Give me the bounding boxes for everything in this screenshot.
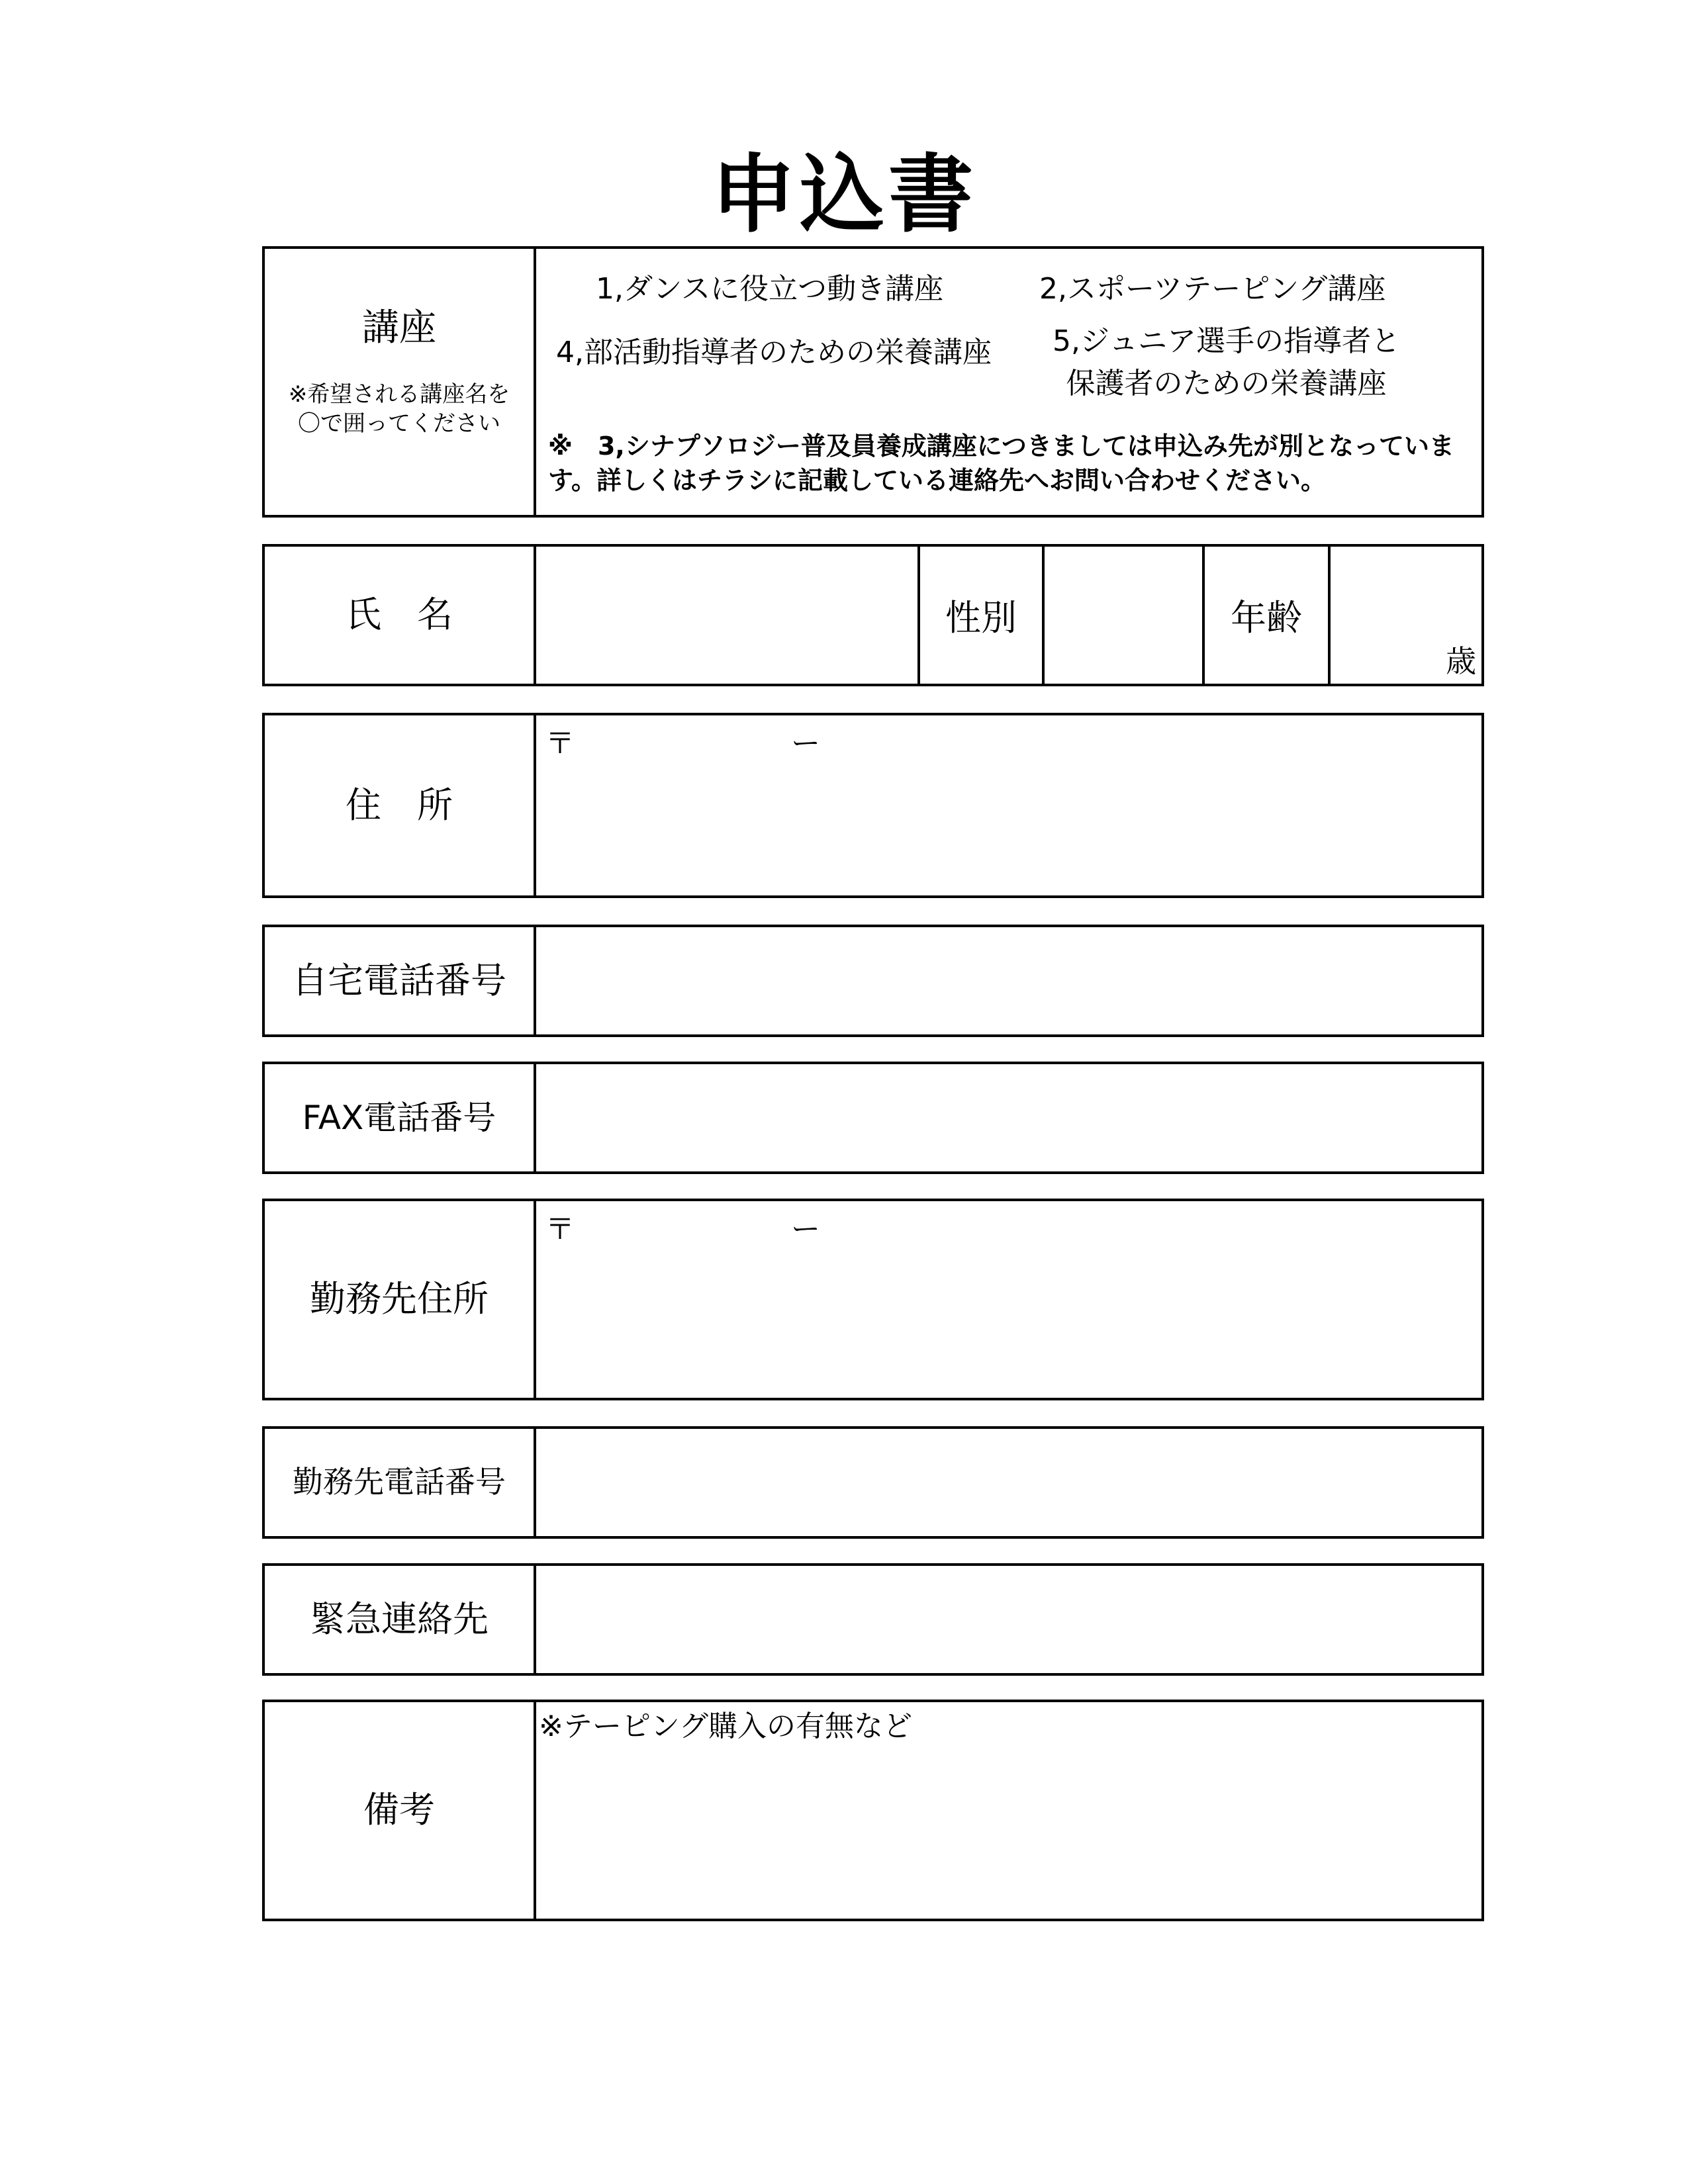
course-options-area <box>536 249 1481 515</box>
remarks-input[interactable] <box>536 1702 1481 1919</box>
age-label: 年齢 <box>1231 597 1302 639</box>
name-row <box>262 544 1484 686</box>
postal-mark: 〒 <box>545 727 575 760</box>
course-option-4[interactable]: 4,部活動指導者のための栄養講座 <box>556 336 992 369</box>
gender-label: 性別 <box>945 597 1017 639</box>
fax-input[interactable] <box>536 1064 1481 1171</box>
work-phone-input[interactable] <box>536 1429 1481 1536</box>
fax-label-cell <box>265 1064 536 1171</box>
course-section <box>262 246 1484 518</box>
fax-label: FAX電話番号 <box>302 1099 496 1137</box>
course-label-cell <box>265 249 536 515</box>
work-phone-label: 勤務先電話番号 <box>293 1464 506 1500</box>
postal-dash: ー <box>791 727 820 760</box>
emergency-row <box>262 1563 1484 1676</box>
form-title: 申込書 <box>710 146 977 244</box>
work-phone-row <box>262 1426 1484 1539</box>
course-label: 講座 <box>362 306 436 350</box>
emergency-label-cell <box>265 1566 536 1673</box>
remarks-label: 備考 <box>363 1789 435 1831</box>
home-phone-input[interactable] <box>536 927 1481 1034</box>
address-input[interactable] <box>536 715 1481 895</box>
gender-label-cell <box>920 547 1045 684</box>
course-option-2[interactable]: 2,スポーツテーピング講座 <box>1039 272 1386 306</box>
home-phone-label-cell <box>265 927 536 1034</box>
gender-input-cell[interactable] <box>1045 547 1205 684</box>
address-row <box>262 713 1484 898</box>
age-unit: 歳 <box>1446 643 1476 679</box>
course-note: ※ 3,シナプソロジー普及員養成講座につきましては申込み先が別となっています。詳しくはチラシに記載している連絡先へお問い合わせください。 <box>548 432 1455 495</box>
address-label-cell <box>265 715 536 895</box>
name-input-cell[interactable] <box>536 547 920 684</box>
work-address-label-cell <box>265 1201 536 1398</box>
course-option-1[interactable]: 1,ダンスに役立つ動き講座 <box>596 272 944 306</box>
work-postal-mark: 〒 <box>545 1212 575 1246</box>
remarks-row <box>262 1700 1484 1921</box>
remarks-hint: ※テーピング購入の有無など <box>539 1709 912 1743</box>
course-instruction: ※希望される講座名を 〇で囲ってください <box>288 381 510 437</box>
age-input-cell[interactable] <box>1331 547 1481 684</box>
work-phone-label-cell <box>265 1429 536 1536</box>
course-option-5[interactable]: 5,ジュニア選手の指導者と 保護者のための栄養講座 <box>1053 324 1401 400</box>
fax-row <box>262 1062 1484 1174</box>
home-phone-label: 自宅電話番号 <box>292 959 506 1001</box>
age-label-cell <box>1205 547 1331 684</box>
work-address-input[interactable] <box>536 1201 1481 1398</box>
name-label: 氏 名 <box>346 594 453 636</box>
address-label: 住 所 <box>346 784 453 826</box>
work-postal-dash: ー <box>791 1212 820 1246</box>
work-address-row <box>262 1199 1484 1400</box>
work-address-label: 勤務先住所 <box>310 1278 489 1320</box>
emergency-input[interactable] <box>536 1566 1481 1673</box>
emergency-label: 緊急連絡先 <box>310 1598 489 1640</box>
remarks-label-cell <box>265 1702 536 1919</box>
home-phone-row <box>262 925 1484 1037</box>
name-label-cell <box>265 547 536 684</box>
